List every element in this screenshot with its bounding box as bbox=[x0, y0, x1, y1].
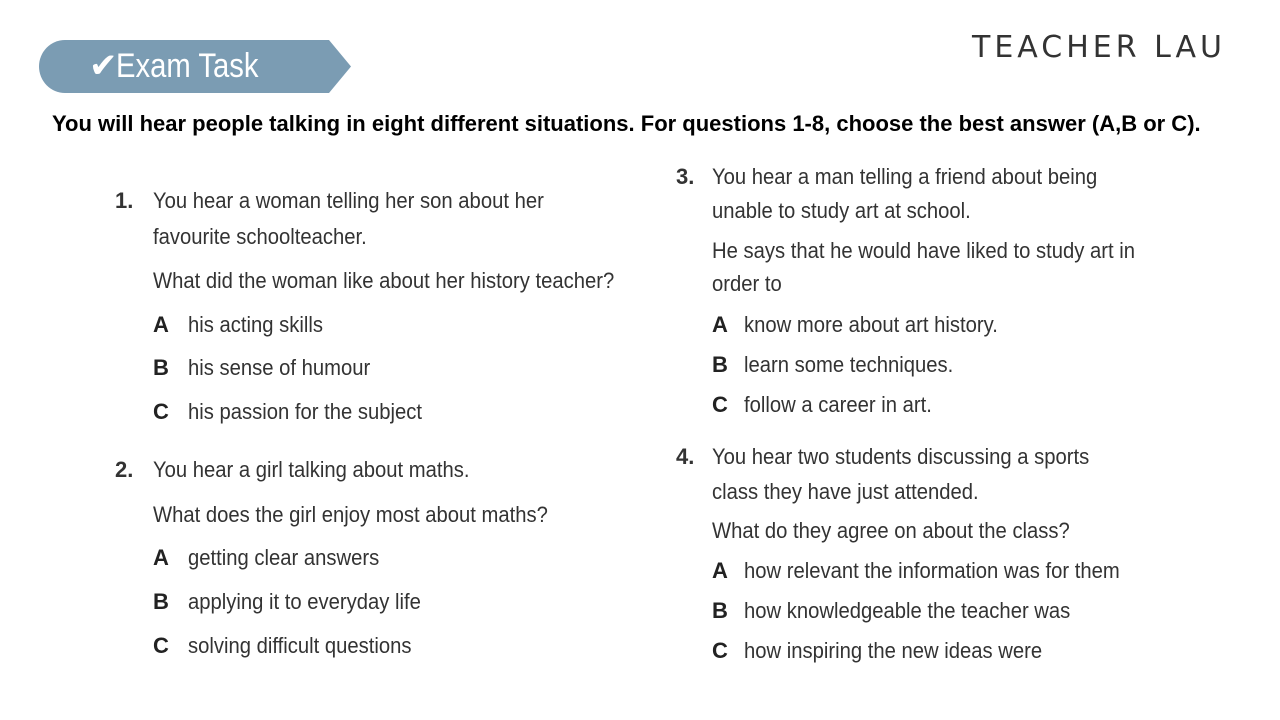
question-prompt: What do they agree on about the class? bbox=[712, 518, 1070, 543]
option-letter: C bbox=[153, 633, 169, 658]
checkmark-icon: ✔ bbox=[89, 46, 118, 86]
instructions: You will hear people talking in eight different situations. For questions 1-8, choose the best answer (A,B or C). bbox=[52, 111, 1201, 136]
option-text: follow a career in art. bbox=[744, 392, 932, 417]
option-text: learn some techniques. bbox=[744, 352, 954, 377]
option-letter: A bbox=[153, 545, 169, 570]
option-text: getting clear answers bbox=[188, 545, 380, 570]
question-text: You hear a man telling a friend about being bbox=[712, 164, 1098, 189]
option-letter: A bbox=[153, 312, 169, 337]
option-letter: A bbox=[712, 312, 728, 337]
option-text: how relevant the information was for them bbox=[744, 558, 1120, 583]
option-letter: C bbox=[712, 638, 728, 663]
question-text: You hear two students discussing a sports bbox=[712, 444, 1090, 469]
question-number: 4. bbox=[676, 444, 695, 469]
option-text: applying it to everyday life bbox=[188, 589, 421, 614]
brand-logo-text: TEACHER LAU bbox=[972, 30, 1226, 65]
option-letter: C bbox=[712, 392, 728, 417]
option-letter: B bbox=[153, 589, 169, 614]
question-text: You hear a girl talking about maths. bbox=[153, 457, 470, 482]
question-number: 1. bbox=[115, 188, 134, 213]
option-text: his sense of humour bbox=[188, 355, 371, 380]
exam-task-banner bbox=[39, 40, 351, 93]
option-text: his passion for the subject bbox=[188, 399, 423, 424]
option-text: his acting skills bbox=[188, 312, 323, 337]
option-letter: C bbox=[153, 399, 169, 424]
question-number: 2. bbox=[115, 457, 134, 482]
question-prompt: What does the girl enjoy most about maths? bbox=[153, 502, 548, 527]
option-text: know more about art history. bbox=[744, 312, 998, 337]
question-text: favourite schoolteacher. bbox=[153, 224, 367, 249]
question-prompt: order to bbox=[712, 271, 782, 296]
option-text: how knowledgeable the teacher was bbox=[744, 598, 1071, 623]
question-number: 3. bbox=[676, 164, 695, 189]
option-letter: B bbox=[712, 352, 728, 377]
question-text: unable to study art at school. bbox=[712, 198, 971, 223]
question-text: class they have just attended. bbox=[712, 479, 979, 504]
option-letter: B bbox=[153, 355, 169, 380]
option-text: how inspiring the new ideas were bbox=[744, 638, 1043, 663]
question-prompt: What did the woman like about her history teacher? bbox=[153, 268, 615, 293]
option-letter: A bbox=[712, 558, 728, 583]
option-letter: B bbox=[712, 598, 728, 623]
question-text: You hear a woman telling her son about her bbox=[153, 188, 544, 213]
banner-title: Exam Task bbox=[116, 47, 259, 85]
question-prompt: He says that he would have liked to study art in bbox=[712, 238, 1136, 263]
option-text: solving difficult questions bbox=[188, 633, 412, 658]
